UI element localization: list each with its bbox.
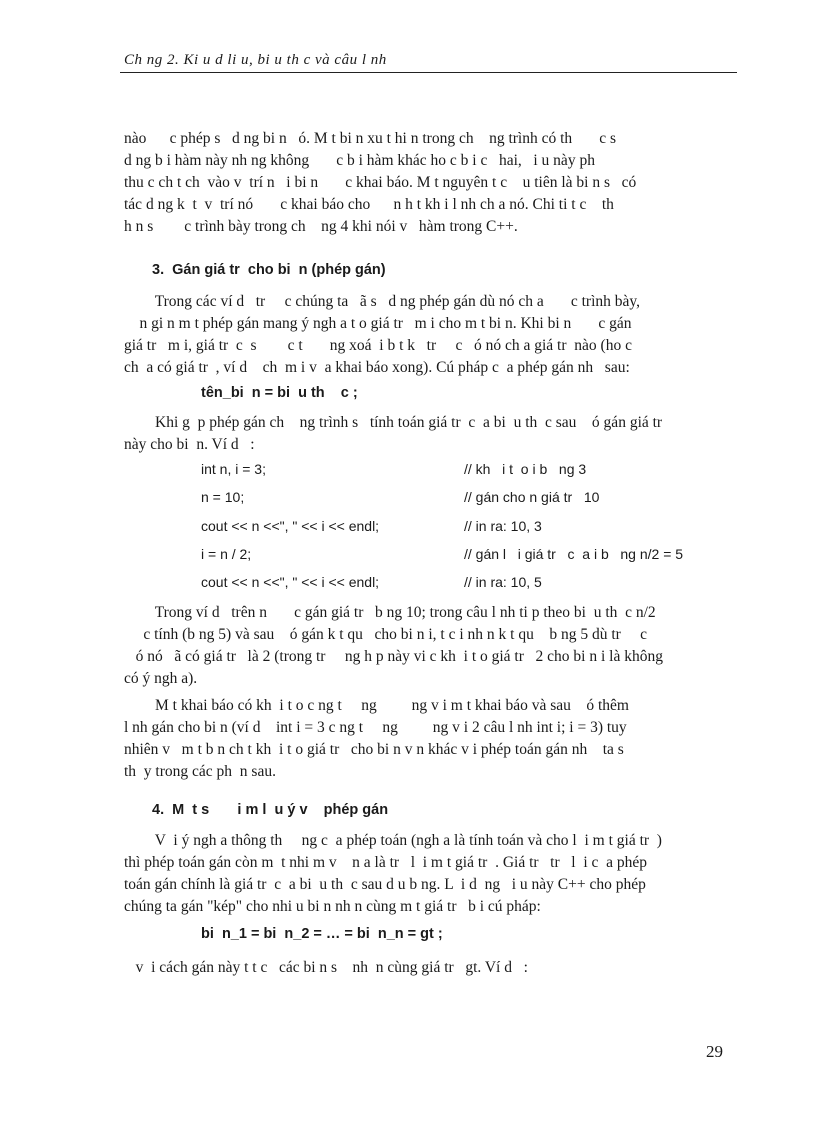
text-line: nhiên v m t b n ch t kh i t o giá tr cho bi n v n khác v i phép toán gán nh ta s xyxy=(124,741,624,758)
code-comment: // in ra: 10, 3 xyxy=(464,518,542,534)
chapter-header: Ch ng 2. Ki u d li u, bi u th c và câu l nh xyxy=(124,52,387,68)
code-line xyxy=(201,518,741,540)
paragraph-example-explain xyxy=(124,602,736,690)
paragraph-multi-assign-example xyxy=(124,957,736,979)
text-line: Trong ví d trên n c gán giá tr b ng 10; trong câu l nh ti p theo bi u th c n/2 xyxy=(124,604,656,621)
text-line: n gi n m t phép gán mang ý ngh a t o giá tr m i cho m t bi n. Khi bi n c gán xyxy=(124,315,632,332)
text-line: l nh gán cho bi n (ví d int i = 3 c ng t ng ng v i 2 câu l nh int i; i = 3) tuy xyxy=(124,719,627,736)
text-line: thu c ch t ch vào v trí n i bi n c khai báo. M t nguyên t c u tiên là bi n s có xyxy=(124,174,637,191)
code-line xyxy=(201,546,741,568)
text-line: v i cách gán này t t c các bi n s nh n cùng giá tr gt. Ví d : xyxy=(124,959,528,976)
header-divider xyxy=(120,72,737,73)
page-number: 29 xyxy=(706,1042,723,1061)
syntax-multi-assignment: bi n_1 = bi n_2 = … = bi n_n = gt ; xyxy=(201,926,443,942)
paragraph-assignment-intro xyxy=(124,291,736,379)
text-line: này cho bi n. Ví d : xyxy=(124,436,255,453)
code-comment: // gán cho n giá tr 10 xyxy=(464,489,600,505)
text-line: th y trong các ph n sau. xyxy=(124,763,276,780)
code-statement: cout << n <<", " << i << endl; xyxy=(201,574,380,590)
code-statement: cout << n <<", " << i << endl; xyxy=(201,518,380,534)
text-line: giá tr m i, giá tr c s c t ng xoá i b t k tr c ó nó ch a giá tr nào (ho c xyxy=(124,337,632,354)
text-line: V i ý ngh a thông th ng c a phép toán (ngh a là tính toán và cho l i m t giá tr ) xyxy=(124,832,662,849)
code-comment: // in ra: 10, 5 xyxy=(464,574,542,590)
code-line xyxy=(201,489,741,511)
text-line: thì phép toán gán còn m t nhi m v n a là tr l i m t giá tr . Giá tr tr l i c a phép xyxy=(124,854,648,871)
text-line: ch a có giá tr , ví d ch m i v a khai báo xong). Cú pháp c a phép gán nh sau: xyxy=(124,359,630,376)
paragraph-scope xyxy=(124,128,736,238)
text-line: chúng ta gán "kép" cho nhi u bi n nh n cùng m t giá tr b i cú pháp: xyxy=(124,898,541,915)
text-line: M t khai báo có kh i t o c ng t ng ng v i m t khai báo và sau ó thêm xyxy=(124,697,629,714)
paragraph-assign-notes xyxy=(124,830,736,918)
code-line xyxy=(201,461,741,483)
text-line: có ý ngh a). xyxy=(124,670,198,687)
code-statement: i = n / 2; xyxy=(201,546,252,562)
text-line: c tính (b ng 5) và sau ó gán k t qu cho bi n i, t c i nh n k t qu b ng 5 dù tr c xyxy=(124,626,648,643)
text-line: nào c phép s d ng bi n ó. M t bi n xu t hi n trong ch ng trình có th c s xyxy=(124,130,617,147)
section-heading-4: 4. M t s i m l u ý v phép gán xyxy=(152,802,389,818)
code-line xyxy=(201,574,741,596)
syntax-assignment: tên_bi n = bi u th c ; xyxy=(201,385,358,401)
text-line: tác d ng k t v trí nó c khai báo cho n h t kh i l nh ch a nó. Chi ti t c th xyxy=(124,196,614,213)
code-statement: int n, i = 3; xyxy=(201,461,266,477)
paragraph-init-vs-assign xyxy=(124,695,736,783)
text-line: toán gán chính là giá tr c a bi u th c sau d u b ng. L i d ng i u này C++ cho phép xyxy=(124,876,646,893)
code-statement: n = 10; xyxy=(201,489,245,505)
text-line: ó nó ã có giá tr là 2 (trong tr ng h p này vi c kh i t o giá tr 2 cho bi n i là không xyxy=(124,648,663,665)
code-comment: // kh i t o i b ng 3 xyxy=(464,461,587,477)
text-line: d ng b i hàm này nh ng không c b i hàm khác ho c b i c hai, i u này ph xyxy=(124,152,595,169)
section-heading-3: 3. Gán giá tr cho bi n (phép gán) xyxy=(152,262,386,278)
text-line: Khi g p phép gán ch ng trình s tính toán giá tr c a bi u th c sau ó gán giá tr xyxy=(124,414,663,431)
code-comment: // gán l i giá tr c a i b ng n/2 = 5 xyxy=(464,546,684,562)
paragraph-assignment-eval xyxy=(124,412,736,456)
text-line: Trong các ví d tr c chúng ta ã s d ng phép gán dù nó ch a c trình bày, xyxy=(124,293,640,310)
text-line: h n s c trình bày trong ch ng 4 khi nói v hàm trong C++. xyxy=(124,218,518,235)
